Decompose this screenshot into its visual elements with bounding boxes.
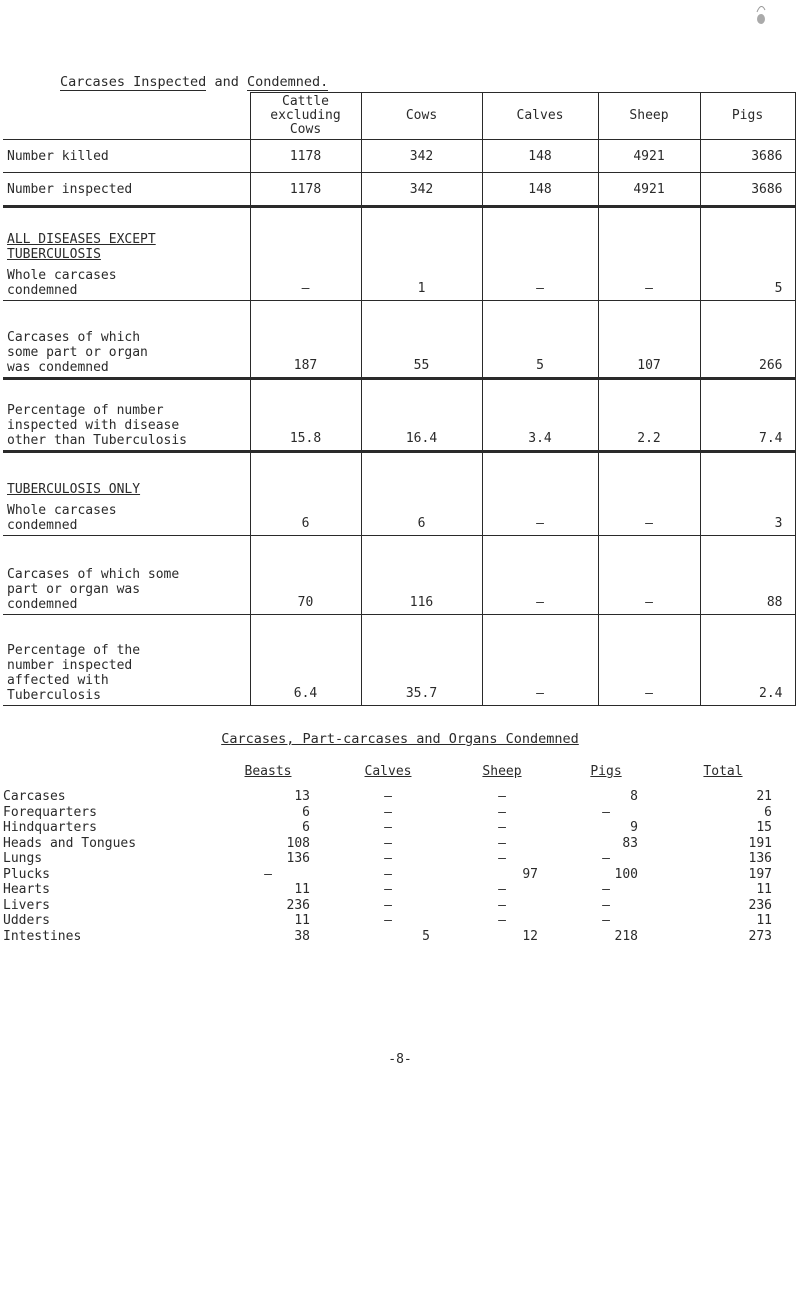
value-cell: 218: [614, 928, 638, 944]
column-header: [328, 762, 448, 789]
title-part-3: Condemned.: [246, 74, 329, 90]
row-label: [3, 536, 250, 615]
value-cell: 15: [756, 820, 772, 835]
value-cell: 55: [361, 301, 482, 379]
value-cell: 107: [598, 301, 700, 379]
section-heading: ALL DISEASES EXCEPT TUBERCULOSIS: [7, 232, 156, 262]
value-cell: –: [598, 615, 700, 706]
value-cell: –: [384, 789, 392, 804]
column-header-text: Calves: [364, 764, 412, 779]
value-cell: –: [602, 851, 610, 866]
value-cell: 70: [250, 536, 361, 615]
row-label-text: Carcases of which some part or organ was condemned: [7, 567, 180, 612]
value-cell: 2.4: [700, 615, 795, 706]
value-cell: –: [602, 882, 610, 897]
column-header: Pigs: [700, 93, 795, 140]
value-cell: 108: [286, 835, 310, 851]
value-cell: 3: [700, 452, 795, 536]
row-label-text: Whole carcases condemned: [7, 503, 117, 533]
condemned-table: [0, 762, 790, 944]
value-cell: –: [498, 804, 506, 820]
table-row: [3, 379, 795, 452]
table-row: [0, 805, 790, 821]
value-cell: 236: [748, 897, 772, 913]
row-label: [3, 452, 250, 536]
value-cell: 5: [422, 928, 430, 944]
value-cell: 191: [748, 835, 772, 851]
value-cell: 6: [302, 820, 310, 835]
value-cell: –: [384, 851, 392, 866]
value-cell: 11: [756, 913, 772, 928]
value-cell: 13: [294, 789, 310, 804]
value-cell: 11: [294, 913, 310, 928]
table-row: [0, 913, 790, 929]
value-cell: 12: [522, 928, 538, 944]
value-cell: 38: [294, 928, 310, 944]
value-cell: 88: [700, 536, 795, 615]
row-label: Heads and Tongues: [3, 835, 137, 851]
value-cell: –: [498, 882, 506, 897]
value-cell: –: [384, 804, 392, 820]
value-cell: 11: [756, 882, 772, 897]
value-cell: –: [384, 897, 392, 913]
table-row: [0, 836, 790, 852]
value-cell: 342: [361, 140, 482, 173]
row-label-text: Number inspected: [7, 181, 133, 197]
column-header-text: Sheep: [482, 764, 522, 779]
row-label-text: Percentage of number inspected with disease other than Tuberculosis: [7, 403, 188, 448]
value-cell: 5: [700, 207, 795, 301]
value-cell: –: [384, 913, 392, 928]
value-cell: 4921: [598, 173, 700, 207]
column-header: Calves: [482, 93, 598, 140]
page-number: -8-: [388, 1052, 412, 1067]
row-label: [3, 615, 250, 706]
column-header: Sheep: [598, 93, 700, 140]
row-label: Intestines: [3, 928, 82, 944]
value-cell: –: [384, 866, 392, 882]
table1-title: [60, 74, 328, 90]
title-part-1: Carcases Inspected: [60, 74, 207, 90]
value-cell: –: [598, 536, 700, 615]
value-cell: 3686: [700, 173, 795, 207]
row-label-text: Number killed: [7, 148, 109, 164]
value-cell: –: [482, 615, 598, 706]
inspection-table: [3, 92, 796, 706]
table-row: [3, 301, 795, 379]
value-cell: –: [482, 536, 598, 615]
value-cell: 236: [286, 897, 310, 913]
header-blank-cell: [3, 93, 250, 140]
value-cell: –: [602, 804, 610, 820]
table-row: [0, 851, 790, 867]
column-header-text: Total: [703, 764, 743, 779]
row-label: Lungs: [3, 851, 43, 866]
row-label: Hearts: [3, 882, 50, 897]
value-cell: 1178: [250, 173, 361, 207]
table-row: [3, 140, 795, 173]
value-cell: 6: [250, 452, 361, 536]
value-cell: 6: [361, 452, 482, 536]
value-cell: 273: [748, 928, 772, 944]
value-cell: –: [384, 820, 392, 835]
row-label: Carcases: [3, 789, 66, 804]
column-header: [208, 762, 328, 789]
row-label-text: Carcases of which some part or organ was condemned: [7, 330, 148, 375]
value-cell: 148: [482, 173, 598, 207]
table-row: [3, 615, 795, 706]
row-label: Hindquarters: [3, 820, 97, 835]
column-header-text: Beasts: [244, 764, 292, 779]
value-cell: 266: [700, 301, 795, 379]
value-cell: 1: [361, 207, 482, 301]
value-cell: –: [384, 882, 392, 897]
row-label-text: Whole carcases condemned: [7, 268, 117, 298]
value-cell: –: [264, 866, 272, 882]
table-row: [0, 929, 790, 945]
value-cell: 136: [748, 851, 772, 866]
value-cell: 8: [630, 789, 638, 804]
value-cell: 3.4: [482, 379, 598, 452]
row-label: Udders: [3, 913, 50, 928]
value-cell: 21: [756, 789, 772, 804]
value-cell: 11: [294, 882, 310, 897]
value-cell: 6.4: [250, 615, 361, 706]
row-label: [3, 301, 250, 379]
value-cell: –: [250, 207, 361, 301]
table-row: [0, 789, 790, 805]
table-row: [0, 820, 790, 836]
value-cell: –: [498, 835, 506, 851]
value-cell: 136: [286, 851, 310, 866]
value-cell: 187: [250, 301, 361, 379]
title-part-2: and: [206, 74, 247, 90]
value-cell: 7.4: [700, 379, 795, 452]
value-cell: –: [598, 452, 700, 536]
row-label: Livers: [3, 897, 50, 913]
value-cell: 35.7: [361, 615, 482, 706]
value-cell: 148: [482, 140, 598, 173]
value-cell: 342: [361, 173, 482, 207]
column-header: [556, 762, 656, 789]
value-cell: –: [498, 851, 506, 866]
table-row: [3, 536, 795, 615]
value-cell: 3686: [700, 140, 795, 173]
value-cell: 6: [302, 804, 310, 820]
table-row: [0, 867, 790, 883]
table-row: [0, 898, 790, 914]
value-cell: 6: [764, 804, 772, 820]
table-row: [3, 452, 795, 536]
value-cell: –: [498, 897, 506, 913]
column-header: Cows: [361, 93, 482, 140]
table2-header-row: [0, 762, 790, 789]
column-header: [656, 762, 790, 789]
table1-header-row: [3, 93, 795, 140]
value-cell: –: [482, 207, 598, 301]
value-cell: 97: [522, 866, 538, 882]
value-cell: –: [482, 452, 598, 536]
header-blank-cell: [0, 762, 208, 789]
value-cell: 9: [630, 820, 638, 835]
row-label: [3, 173, 250, 207]
value-cell: –: [384, 835, 392, 851]
value-cell: 4921: [598, 140, 700, 173]
table-row: [3, 207, 795, 301]
column-header: [448, 762, 556, 789]
value-cell: –: [498, 789, 506, 804]
row-label: Forequarters: [3, 804, 97, 820]
row-label: [3, 207, 250, 301]
value-cell: 197: [748, 866, 772, 882]
value-cell: 83: [622, 835, 638, 851]
value-cell: 16.4: [361, 379, 482, 452]
table-row: [0, 882, 790, 898]
row-label-text: Percentage of the number inspected affected with Tuberculosis: [7, 643, 141, 703]
column-header: Cattle excluding Cows: [250, 93, 361, 140]
value-cell: –: [498, 913, 506, 928]
column-header-text: Pigs: [590, 764, 622, 779]
section-heading: TUBERCULOSIS ONLY: [7, 482, 141, 497]
row-label: Plucks: [3, 866, 50, 882]
row-label: [3, 140, 250, 173]
value-cell: –: [602, 913, 610, 928]
row-label: [3, 379, 250, 452]
value-cell: 2.2: [598, 379, 700, 452]
value-cell: 5: [482, 301, 598, 379]
value-cell: –: [498, 820, 506, 835]
value-cell: –: [598, 207, 700, 301]
table-row: [3, 173, 795, 207]
hole-punch-mark-icon: [753, 2, 769, 26]
value-cell: 1178: [250, 140, 361, 173]
value-cell: 15.8: [250, 379, 361, 452]
value-cell: –: [602, 897, 610, 913]
value-cell: 100: [614, 866, 638, 882]
table2-title: Carcases, Part-carcases and Organs Condemned: [221, 731, 579, 747]
value-cell: 116: [361, 536, 482, 615]
